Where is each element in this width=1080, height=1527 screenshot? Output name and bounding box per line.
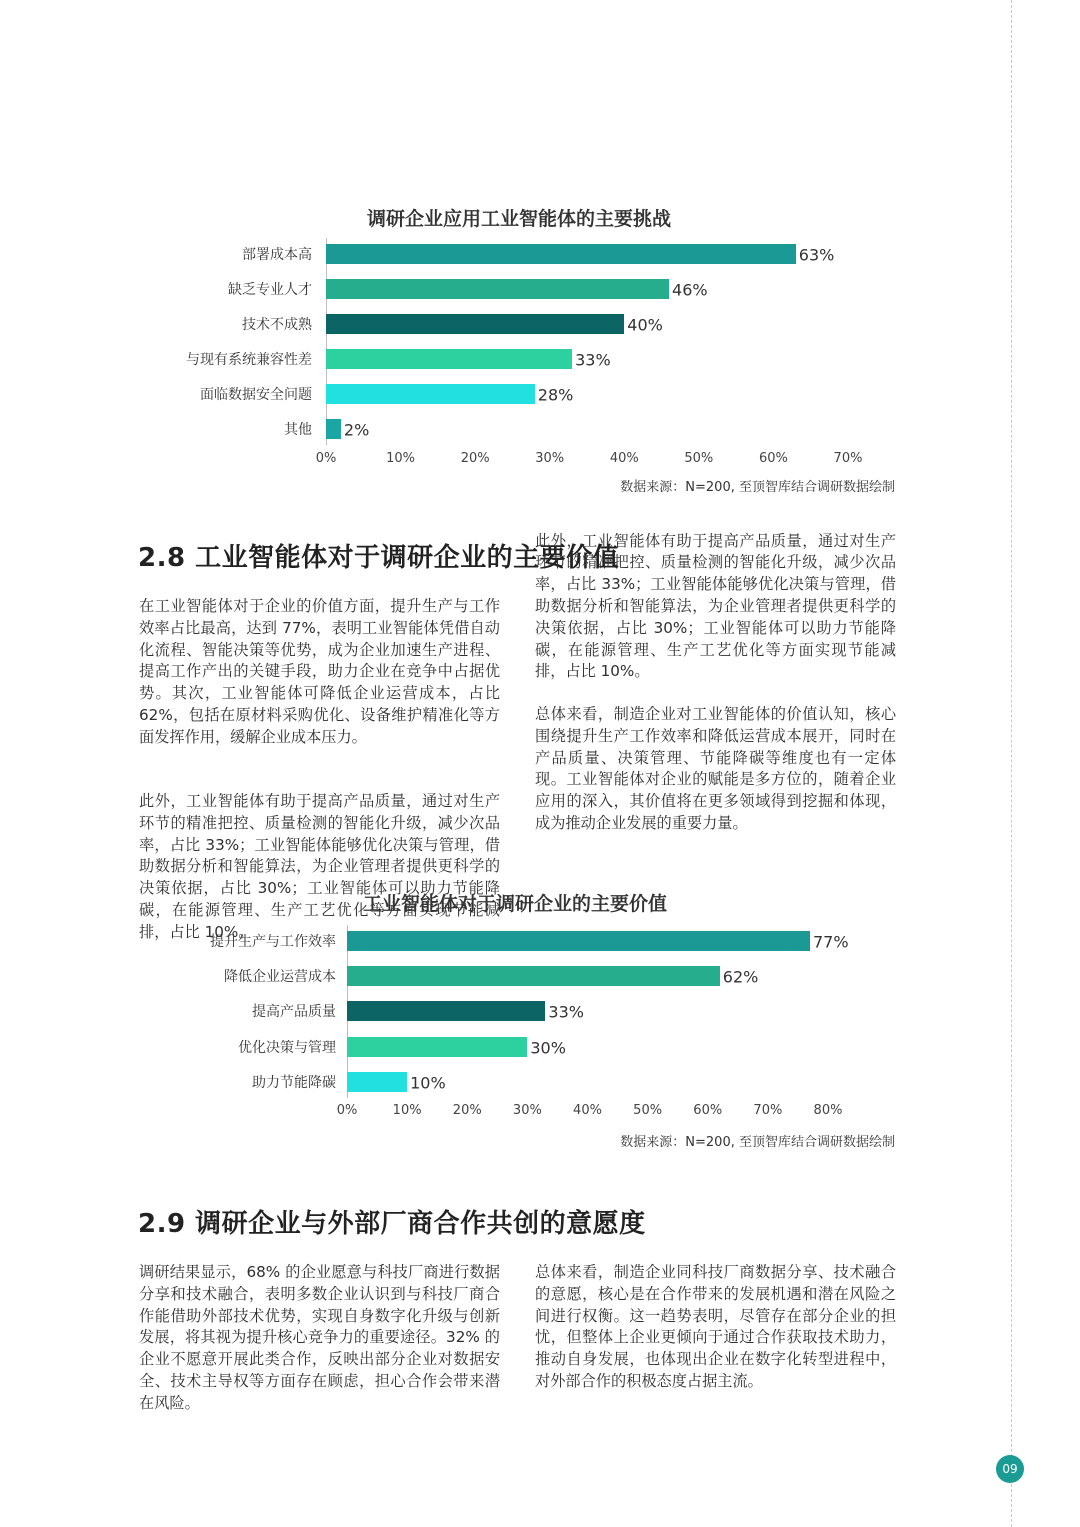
chart2-category-label: 提高产品质量 [252,1004,336,1021]
chart1-value-label: 46% [672,280,708,300]
page-edge-line [1011,0,1012,1527]
chart1-tick-label: 10% [386,451,416,466]
chart2-source: 数据来源：N=200, 至顶智库结合调研数据绘制 [620,1135,895,1150]
chart1-tick-label: 70% [833,451,863,466]
chart2-value-label: 10% [410,1073,446,1093]
chart1-tick-label: 60% [758,451,788,466]
paragraph-2-overflow: 此外，工业智能体有助于提高产品质量，通过对生产环节的精准把控、质量检测的智能化升级，减少次品率，占比 33%；工业智能体能够优化决策与管理，借助数据分析和智能算法，为企业管理者提供更科学的决策依据，占比 30%；工业智能体可以助力节能降碳，在能源管理、生产工艺优化等方面实现节能减排，占比 10%。 [535,531,896,681]
chart1-source: 数据来源：N=200, 至顶智库结合调研数据绘制 [620,480,895,495]
chart2-bar [347,1037,527,1057]
chart1-value-label: 2% [343,420,370,440]
chart2-category-label: 提升生产与工作效率 [210,934,336,950]
chart2-category-label: 优化决策与管理 [238,1039,336,1056]
chart1-value-label: 28% [537,385,574,405]
chart1-category-label: 其他 [284,422,312,438]
chart1-category-label: 缺乏专业人才 [228,282,312,298]
chart1-value-label: 33% [575,350,611,370]
section-2-8-paragraph-1: 在工业智能体对于企业的价值方面，提升生产与工作效率占比最高，达到 77%，表明工业智能体凭借自动化流程、智能决策等优势，成为企业加速生产进程、提高工作产出的关键手段，助力企业在竞争中占据优势。其次，工业智能体可降低企业运营成本，占比 62%，包括在原材料采购优化、设备维护精准化等方面发挥作用，缓解企业成本压力。 [139,597,500,746]
section-2-9-paragraph-1: 调研结果显示，68% 的企业愿意与科技厂商进行数据分享和技术融合，表明多数企业认识到与科技厂商合作能借助外部技术优势，实现自身数字化升级与创新发展，将其视为提升核心竞争力的重要途径。32% 的企业不愿意开展此类合作，反映出部分企业对数据安全、技术主导权等方面存在顾虑，担心合作会带来潜在风险。 [139,1263,500,1412]
chart2-value-label: 62% [722,967,759,987]
chart2-bar [347,931,810,951]
chart2-tick-label: 50% [633,1103,663,1118]
chart1-category-label: 技术不成熟 [242,317,312,333]
chart2-tick-label: 60% [693,1103,723,1118]
chart1-category-label: 部署成本高 [242,247,312,263]
chart2-tick-label: 0% [336,1103,358,1118]
chart2-value-label: 30% [530,1038,566,1058]
chart2-tick-label: 30% [512,1103,542,1118]
chart1-bar [326,419,341,439]
page-number-badge: 09 [996,1455,1024,1483]
chart2-tick-label: 40% [573,1103,602,1118]
chart1-bar [326,244,796,264]
section-2-8-paragraph-2-start: 此外，工业智能体有助于提高产品质量，通过对生产环节的精准把控、质量检测的智能化升级，减少次品率，占比 33%；工业智能体能够优化决策与管理，借助数据分析和智能算法，为企业管理者提供更科学的决策依据，占比 30%；工业智能体可以助力节能降碳，在能源管理、生产工艺优化等方面实现节能减排，占比 10%。 [139,792,500,941]
chart2-tick-label: 10% [392,1103,422,1118]
chart1-bar [326,279,669,299]
section-2-9-heading: 2.9 调研企业与外部厂商合作共创的意愿度 [138,1209,646,1239]
chart1-title: 调研企业应用工业智能体的主要挑战 [366,208,672,230]
chart1-value-label: 63% [798,245,835,265]
chart1-value-label: 40% [627,315,663,335]
chart2-title: 工业智能体对于调研企业的主要价值 [362,893,668,915]
chart1-bar [326,349,572,369]
chart2-tick-label: 20% [452,1103,482,1118]
chart1-category-label: 与现有系统兼容性差 [186,352,312,368]
chart1-tick-label: 30% [535,451,565,466]
section-2-8-paragraph-3: 总体来看，制造企业对工业智能体的价值认知，核心围绕提升生产工作效率和降低运营成本展开，同时在产品质量、决策管理、节能降碳等维度也有一定体现。工业智能体对企业的赋能是多方位的，随着企业应用的深入，其价值将在更多领域得到挖掘和体现，成为推动企业发展的重要力量。 [535,705,896,832]
section-2-8-paragraph-2-continued [535,531,896,684]
chart2-value-label: 33% [548,1002,584,1022]
chart1-tick-label: 50% [684,451,714,466]
chart1-tick-label: 40% [609,451,639,466]
chart1-axis-line [326,238,327,445]
chart2-bar [347,966,720,986]
chart1-bar [326,314,624,334]
chart2-category-label: 降低企业运营成本 [224,969,336,986]
section-2-8-heading: 2.8 工业智能体对于调研企业的主要价值 [138,543,620,573]
chart2-value-label: 77% [812,932,849,952]
chart2-bar [347,1072,407,1092]
chart1-category-label: 面临数据安全问题 [200,387,312,403]
chart1-tick-label: 20% [460,451,490,466]
chart1-bar [326,384,535,404]
chart2-tick-label: 80% [813,1103,843,1118]
section-2-9-paragraph-2: 总体来看，制造企业同科技厂商数据分享、技术融合的意愿，核心是在合作带来的发展机遇和潜在风险之间进行权衡。这一趋势表明，尽管存在部分企业的担忧，但整体上企业更倾向于通过合作获取技术助力，推动自身发展，也体现出企业在数字化转型进程中，对外部合作的积极态度占据主流。 [535,1263,896,1390]
chart2-tick-label: 70% [753,1103,783,1118]
chart2-category-label: 助力节能降碳 [252,1074,336,1091]
chart1-tick-label: 0% [315,451,337,466]
chart2-bar [347,1001,545,1021]
